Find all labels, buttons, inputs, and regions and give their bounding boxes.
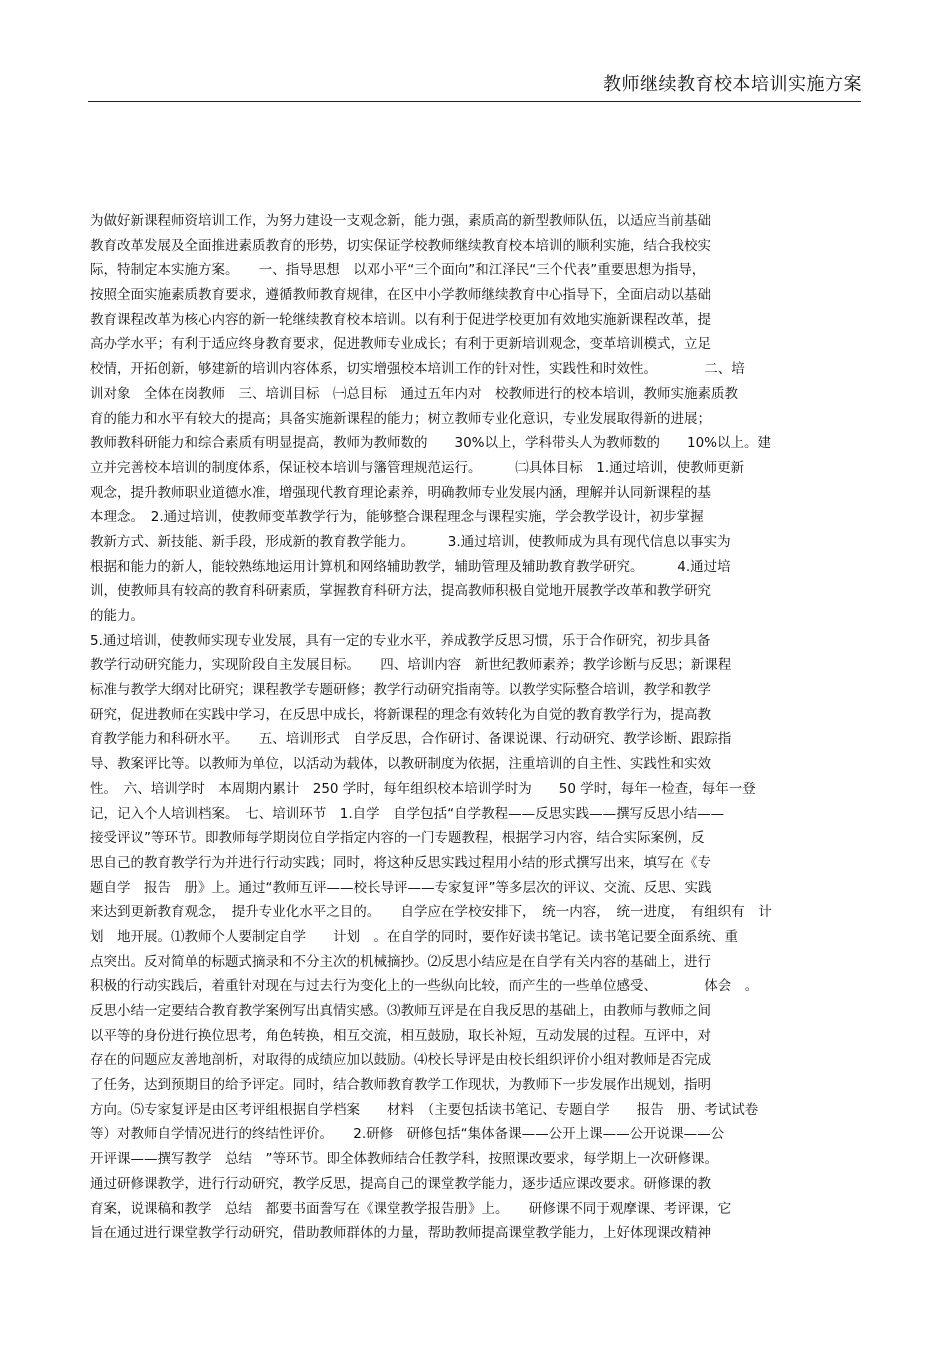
body-text-line: 旨在通过进行课堂教学行动研究，借助教师群体的力量，帮助教师提高课堂教学能力，上好体现课改精神 (90, 1225, 711, 1242)
body-text-line: 根据和能力的新人，能较熟练地运用计算机和网络辅助教学，辅助管理及辅助教育教学研究。 4.通过培 (90, 558, 731, 575)
body-text-line: 育教学能力和科研水平。 五、培训形式 自学反思，合作研讨、备课说课、行动研究、教学诊断、跟踪指 (90, 731, 732, 748)
body-text-line: 训对象 全体在岗教师 三、培训目标 ㈠总目标 通过五年内对 校教师进行的校本培训，教师实施素质教 (90, 385, 738, 402)
body-text-line: 5.通过培训，使教师实现专业发展，具有一定的专业水平，养成教学反思习惯，乐于合作研究，初步具备 (90, 632, 711, 649)
body-text-line: 来达到更新教育观念， 提升专业化水平之目的。 自学应在学校安排下， 统一内容， 统一进度， 有组织有 计 (90, 904, 772, 921)
body-text-line: 划 地开展。⑴教师个人要制定自学 计划 。在自学的同时，要作好读书笔记。读书笔记要全面系统、重 (90, 928, 738, 945)
body-text-line: 接受评议”等环节。即教师每学期岗位自学指定内容的一门专题教程，根据学习内容，结合实际案例，反 (90, 830, 705, 847)
body-text-line: 记，记入个人培训档案。 七、培训环节 1.自学 自学包括“自学教程——反思实践——撰写反思小结—— (90, 805, 725, 822)
body-text-line: 反思小结一定要结合教育教学案例写出真情实感。⑶教师互评是在自我反思的基础上，由教师与教师之间 (90, 1003, 711, 1019)
body-text-line: 了任务，达到预期目的给予评定。同时，结合教师教育教学工作现状，为教师下一步发展作出规划，指明 (90, 1077, 711, 1094)
body-text-line: 校情，开拓创新，够建新的培训内容体系，切实增强校本培训工作的针对性，实践性和时效性。 二、培 (90, 361, 745, 378)
body-text-line: 研究，促进教师在实践中学习，在反思中成长，将新课程的理念有效转化为自觉的教育教学行为，提高教 (90, 706, 711, 723)
body-text-line: 标准与教学大纲对比研究；课程教学专题研修；教学行动研究指南等。以教学实际整合培训，教学和教学 (90, 682, 711, 699)
body-text-line: 教育课程改革为核心内容的新一轮继续教育校本培训。以有利于促进学校更加有效地实施新课程改革，提 (90, 311, 711, 328)
body-text-line: 导、教案评比等。以教师为单位，以活动为载体，以教研制度为依据，注重培训的自主性、实践性和实效 (90, 756, 711, 773)
body-text-line: 按照全面实施素质教育要求，遵循教师教育规律，在区中小学教师继续教育中心指导下，全面启动以基础 (90, 287, 711, 304)
body-text-line: 立并完善校本培训的制度体系，保证校本培训与籓管理规范运行。 ㈡具体目标 1.通过培训，使教师更新 (90, 459, 745, 476)
body-text-line: 积极的行动实践后，着重针对现在与过去行为变化上的一些纵向比较，而产生的一些单位感受、 体会 。 (90, 978, 759, 995)
body-text-line: 教育改革发展及全面推进素质教育的形势，切实保证学校教师继续教育校本培训的顺利实施，结合我校实 (90, 237, 711, 254)
body-text-line: 以平等的身份进行换位思考，角色转换，相互交流，相互鼓励，取长补短，互动发展的过程。互评中，对 (90, 1027, 711, 1044)
body-text-line: 点突出。反对简单的标题式摘录和不分主次的机械摘抄。⑵反思小结应是在自学有关内容的基础上，进行 (90, 953, 711, 970)
body-text-line: 思自己的教育教学行为并进行行动实践；同时，将这种反思实践过程用小结的形式撰写出来，填写在《专 (90, 854, 711, 871)
body-text-line: 方向。⑸专家复评是由区考评组根据自学档案 材料 （主要包括读书笔记、专题自学 报告 册、考试试卷 (90, 1101, 759, 1118)
body-text-line: 为做好新课程师资培训工作，为努力建设一支观念新，能力强，素质高的新型教师队伍，以适应当前基础 (90, 213, 711, 229)
document-header-title: 教师继续教育校本培训实施方案 (603, 74, 862, 95)
body-text-line: 育案，说课稿和教学 总结 都要书面誊写在《课堂教学报告册》上。 研修课不同于观摩课、考评课，它 (90, 1200, 732, 1217)
header-divider (88, 101, 861, 102)
body-text-line: 教新方式、新技能、新手段，形成新的教育教学能力。 3.通过培训，使教师成为具有现代信息以事实为 (90, 533, 731, 550)
body-text-line: 性。 六、培训学时 本周期内累计 250 学时，每年组织校本培训学时为 50 学时，每年一检查，每年一登 (90, 780, 756, 797)
body-text-line: 训，使教师具有较高的教育科研素质，掌握教育科研方法，提高教师积极自觉地开展教学改革和教学研究 (90, 583, 711, 600)
document-body (90, 209, 860, 1246)
body-text-line: 开评课——撰写教学 总结 ”等环节。即全体教师结合任教学科，按照课改要求，每学期上一次研修课。 (90, 1151, 718, 1168)
body-text-line: 等）对教师自学情况进行的终结性评价。 2.研修 研修包括“集体备课——公开上课——公开说课——公 (90, 1126, 725, 1143)
body-text-line: 高办学水平；有利于适应终身教育要求，促进教师专业成长；有利于更新培训观念，变革培训模式，立足 (90, 336, 711, 353)
body-text-line: 通过研修课教学，进行行动研究，教学反思，提高自己的课堂教学能力，逐步适应课改要求。研修课的教 (90, 1175, 711, 1192)
body-text-line: 育的能力和水平有较大的提高；具备实施新课程的能力；树立教师专业化意识，专业发展取得新的进展； (90, 410, 711, 427)
body-text-line: 存在的问题应友善地剖析，对取得的成绩应加以鼓励。⑷校长导评是由校长组织评价小组对教师是否完成 (90, 1052, 711, 1069)
body-text-line: 题自学 报告 册》上。通过“教师互评——校长导评——专家复评”等多层次的评议、交流、反思、实践 (90, 879, 712, 896)
body-text-line: 教学行动研究能力，实现阶段自主发展目标。 四、培训内容 新世纪教师素养；教学诊断与反思；新课程 (90, 657, 732, 674)
body-text-line: 的能力。 (90, 608, 144, 624)
body-text-line: 观念，提升教师职业道德水准，增强现代教育理论素养，明确教师专业发展内涵，理解并认同新课程的基 (90, 484, 711, 501)
body-text-line: 际，特制定本实施方案。 一、指导思想 以邓小平“三个面向”和江泽民“三个代表”重要思想为指导， (90, 262, 706, 279)
body-text-line: 教师教科研能力和综合素质有明显提高，教师为教师数的 30%以上，学科带头人为教师数的 10%以上。建 (90, 435, 772, 452)
body-text-line: 本理念。 2.通过培训，使教师变革教学行为，能够整合课程理念与课程实施，学会教学设计，初步掌握 (90, 509, 704, 526)
